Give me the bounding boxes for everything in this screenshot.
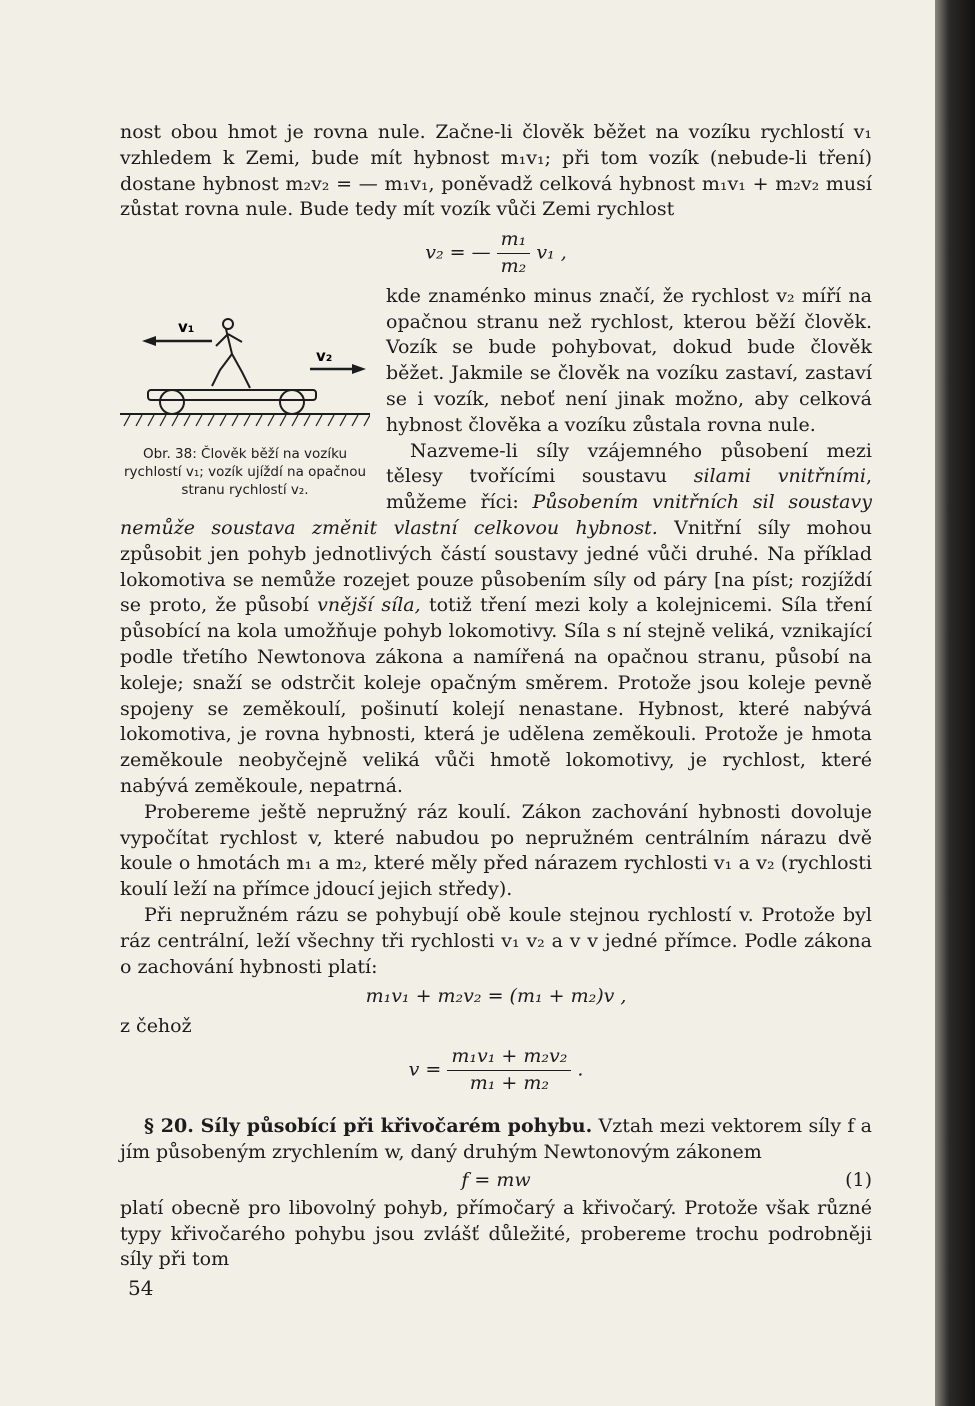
label-v1: v₁ bbox=[178, 317, 195, 336]
page-number: 54 bbox=[128, 1276, 154, 1300]
equation-newton bbox=[120, 1168, 872, 1194]
cart-wheel-left bbox=[160, 390, 184, 414]
arrow-v1-head bbox=[142, 336, 156, 346]
paragraph-6: platí obecně pro libovolný pohyb, přímočarý a křivočarý. Protože však různé typy křivočarého pohybu jsou zvlášť důležité, probereme trochu podrobněji síly při tom bbox=[120, 1196, 872, 1271]
text-z-cehoz: z čehož bbox=[120, 1015, 192, 1038]
equation-v-fraction bbox=[447, 1044, 571, 1097]
equation-v2-denominator: m₂ bbox=[500, 254, 527, 277]
paragraph-5: Při nepružném rázu se pohybují obě koule stejnou rychlostí v. Protože byl ráz centrální, leží všechny tři rychlosti v₁ v₂ a v v jedné přímce. Podle zákona o zachování hybnosti platí: bbox=[120, 903, 872, 978]
equation-newton-number: (1) bbox=[845, 1169, 872, 1192]
equation-v-end: . bbox=[577, 1058, 584, 1081]
running-person-icon bbox=[212, 319, 250, 388]
equation-newton-body: f = mw bbox=[461, 1169, 531, 1192]
section-20-text: Vztah mezi vektorem síly f a jím působeným zrychlením w, daný druhým Newtonovým zákonem bbox=[120, 1115, 872, 1164]
paragraph-3-c: , můžeme říci: bbox=[386, 465, 872, 514]
section-20-title: § 20. Síly působící při křivočarém pohybu. bbox=[144, 1115, 593, 1138]
paragraph-3-g: totiž tření mezi koly a kolejnicemi. Síla tření působící na kola umožňuje pohyb lokomotivy. Síla s ní stejně veliká, vznikající podle třetího Newtonova zákona a namířená na opačnou stranu, působí na koleje; snaží se odstrčit koleje opačným směrem. Protože jsou koleje pevně spojeny se zeměkoulí, pošinutí kolejí nenastane. Hybnost, které nabývá lokomotiva, je rovna hybnosti, která je udělena zeměkouli. Protože je hmota zeměkoule neobyčejně veliká vůči hmotě lokomotivy, je rychlost, které nabývá zeměkoule, nepatrná. bbox=[120, 594, 872, 797]
law-statement: Působením vnitřních sil soustavy nemůže soustava změnit vlastní celkovou hybnost. bbox=[120, 491, 872, 539]
equation-v2-lhs: v₂ = — bbox=[425, 241, 491, 264]
equation-v-numerator: m₁v₁ + m₂v₂ bbox=[447, 1044, 571, 1071]
figure-38 bbox=[120, 314, 370, 499]
equation-v-lhs: v = bbox=[408, 1058, 442, 1081]
paragraph-1: nost obou hmot je rovna nule. Začne-li člověk běžet na vozíku rychlostí v₁ vzhledem k Zemi, bude mít hybnost m₁v₁; při tom vozík (nebude-li tření) dostane hybnost m₂v₂ = — m₁v₁, poněvadž celková hybnost m₁v₁ + m₂v₂ musí zůstat rovna nule. Bude tedy mít vozík vůči Zemi rychlost bbox=[120, 121, 872, 221]
paragraph-2: kde znaménko minus značí, že rychlost v₂ míří na opačnou stranu než rychlost, kterou běží člověk. Vozík se bude pohybovat, dokud bude člověk běžet. Jakmile se člověk na vozíku zastaví, zastaví se i vozík, neboť není jinak možno, aby celková hybnost člověka a vozíku zůstala rovna nule. bbox=[386, 284, 872, 436]
equation-v2 bbox=[120, 227, 872, 280]
equation-v2-fraction bbox=[497, 227, 531, 280]
cart-platform bbox=[148, 390, 316, 400]
term-internal-forces: silami vnitřními bbox=[693, 465, 866, 488]
equation-v2-rhs: v₁ , bbox=[536, 241, 567, 264]
figure-38-drawing bbox=[120, 314, 370, 439]
equation-v2-numerator: m₁ bbox=[497, 227, 531, 254]
label-v2: v₂ bbox=[316, 346, 333, 365]
paragraph-3-a: Nazveme-li síly vzájemného působení mezi tělesy tvořícími soustavu bbox=[386, 439, 872, 488]
paragraph-3-e: Vnitřní síly mohou způsobit jen pohyb jednotlivých částí soustavy jedné vůči druhé. Na příklad lokomotiva se nemůže rozejet pouze působením síly od páry [na píst; rozjíždí se proto, že působí bbox=[120, 516, 872, 617]
cart-wheel-right bbox=[280, 390, 304, 414]
page-text bbox=[120, 120, 872, 1273]
paragraph-4: Probereme ještě nepružný ráz koulí. Zákon zachování hybnosti dovoluje vypočítat rychlost v, které nabudou po nepružném centrálním nárazu dvě koule o hmotách m₁ a m₂, které měly před nárazem rychlosti v₁ a v₂ (rychlosti koulí leží na přímce jdoucí jejich středy). bbox=[120, 800, 872, 901]
section-20 bbox=[120, 1114, 872, 1166]
equation-v bbox=[120, 1044, 872, 1097]
equation-v-denominator: m₁ + m₂ bbox=[469, 1071, 549, 1094]
ground-hatching bbox=[124, 415, 370, 426]
figure-38-caption: Obr. 38: Člověk běží na vozíku rychlostí v₁; vozík ujíždí na opačnou stranu rychlostí v₂. bbox=[123, 445, 367, 498]
book-spine-shadow bbox=[935, 0, 975, 1406]
arrow-v2-head bbox=[352, 364, 366, 374]
equation-momentum: m₁v₁ + m₂v₂ = (m₁ + m₂)v , bbox=[365, 985, 627, 1008]
term-external-force: vnější síla, bbox=[317, 594, 421, 617]
